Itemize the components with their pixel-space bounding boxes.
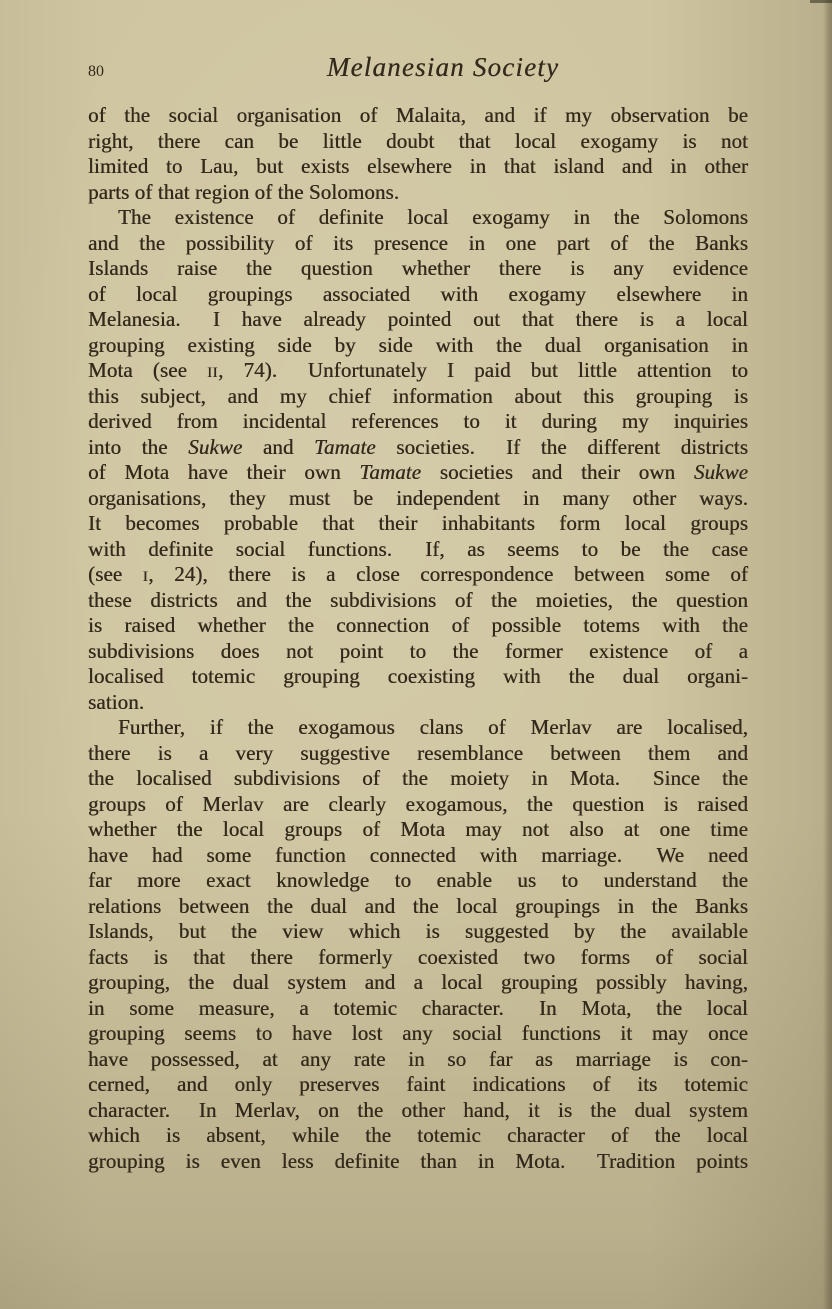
text-line: have had some function connected with marriage. We need [88, 842, 748, 867]
text-line: which is absent, while the totemic character of the local [88, 1123, 748, 1147]
text-line: of the social organisation of Malaita, and if my observation be [88, 103, 748, 127]
text-line: organisations, they must be independent in many other ways. [88, 485, 748, 510]
text-line: subdivisions does not point to the former existence of a [88, 638, 748, 663]
text-line: of Mota have their own Tamate societies and their own Sukwe [88, 460, 748, 484]
text-line: there is a very suggestive resemblance between them and [88, 740, 748, 765]
text-line: Mota (see ii, 74). Unfortunately I paid but little attention to [88, 358, 749, 382]
text-line: in some measure, a totemic character. In Mota, the local [88, 995, 748, 1020]
text-line: derived from incidental references to it during my inquiries [88, 409, 748, 433]
body-text [88, 103, 748, 1174]
text-line: groups of Merlav are clearly exogamous, the question is raised [88, 791, 748, 816]
running-title: Melanesian Society [326, 52, 560, 82]
text-line: character. In Merlav, on the other hand, it is the dual system [88, 1097, 748, 1122]
text-line: cerned, and only preserves faint indications of its totemic [88, 1072, 748, 1096]
text-line: Islands, but the view which is suggested by the available [88, 919, 748, 943]
text-line: the localised subdivisions of the moiety in Mota. Since the [88, 766, 748, 790]
text-line: have possessed, at any rate in so far as marriage is con- [88, 1046, 748, 1071]
text-line: of local groupings associated with exogamy elsewhere in [88, 281, 748, 306]
page-number: 80 [88, 63, 104, 80]
text-line: grouping, the dual system and a local grouping possibly having, [88, 970, 748, 994]
text-line: The existence of definite local exogamy in the Solomons [118, 205, 748, 229]
text-line: It becomes probable that their inhabitants form local groups [88, 511, 748, 535]
text-line: limited to Lau, but exists elsewhere in that island and in other [88, 154, 748, 178]
text-line: whether the local groups of Mota may not also at one time [88, 817, 748, 841]
text-line: localised totemic grouping coexisting with the dual organi- [88, 664, 748, 688]
page-header [88, 52, 746, 83]
text-line: grouping seems to have lost any social functions it may once [88, 1021, 748, 1045]
text-line: grouping is even less definite than in Mota. Tradition points [88, 1148, 748, 1173]
page-edge-shadow [823, 0, 832, 1309]
text-line: relations between the dual and the local groupings in the Banks [88, 893, 748, 918]
text-line: facts is that there formerly coexisted two forms of social [88, 944, 748, 969]
text-line: grouping existing side by side with the dual organisation in [88, 332, 748, 357]
text-line: Melanesia. I have already pointed out that there is a local [88, 307, 748, 331]
text-line: Further, if the exogamous clans of Merlav are localised, [118, 715, 748, 739]
text-line: far more exact knowledge to enable us to understand the [88, 868, 748, 892]
text-line: (see i, 24), there is a close correspondence between some of [88, 562, 749, 586]
text-line: is raised whether the connection of possible totems with the [88, 613, 748, 637]
text-line: these districts and the subdivisions of the moieties, the question [88, 587, 748, 612]
text-line: and the possibility of its presence in one part of the Banks [88, 230, 748, 255]
text-line: this subject, and my chief information about this grouping is [88, 383, 748, 408]
text-line: sation. [88, 689, 145, 714]
text-line: Islands raise the question whether there is any evidence [88, 256, 748, 280]
text-line: parts of that region of the Solomons. [88, 179, 400, 204]
text-line: with definite social functions. If, as seems to be the case [88, 536, 748, 561]
text-line: right, there can be little doubt that local exogamy is not [88, 128, 748, 153]
scan-edge-artifact [810, 0, 832, 3]
text-line: into the Sukwe and Tamate societies. If the different districts [88, 434, 748, 459]
